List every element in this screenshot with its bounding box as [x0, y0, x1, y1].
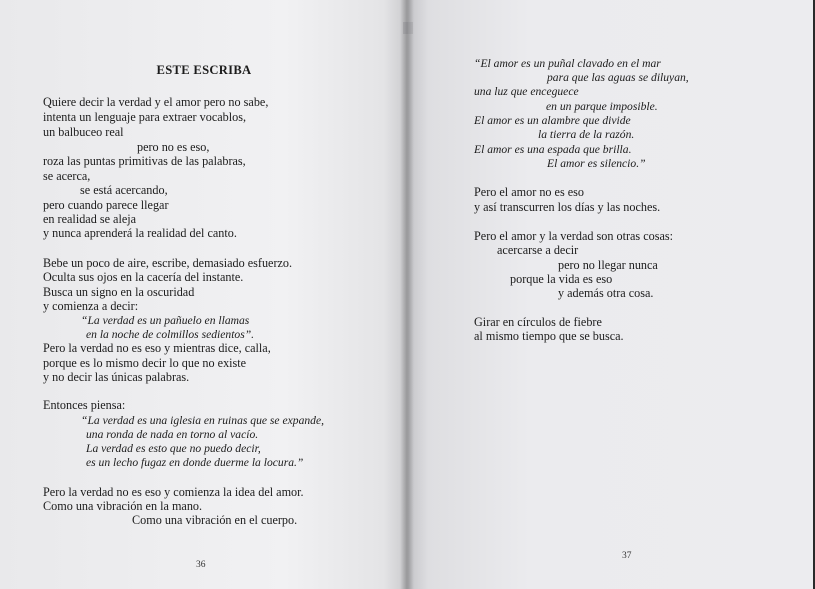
poem-line-italic: para que las aguas se diluyan,: [547, 71, 689, 84]
poem-line: Girar en círculos de fiebre: [474, 315, 602, 329]
poem-line-italic: es un lecho fugaz en donde duerme la locura.”: [86, 456, 304, 469]
right-page: [408, 0, 813, 589]
poem-line: Bebe un poco de aire, escribe, demasiado esfuerzo.: [43, 256, 293, 270]
poem-line: y comienza a decir:: [43, 299, 139, 313]
book-gutter-shadow: [400, 0, 414, 589]
poem-line-italic: una ronda de nada en torno al vacío.: [86, 428, 259, 441]
poem-line: y así transcurren los días y las noches.: [474, 200, 661, 214]
poem-line-italic: “La verdad es una iglesia en ruinas que se expande,: [81, 414, 325, 427]
poem-line: Pero la verdad no es eso y comienza la idea del amor.: [43, 485, 304, 499]
poem-line: Oculta sus ojos en la cacería del instante.: [43, 270, 244, 284]
poem-line: acercarse a decir: [497, 243, 579, 257]
page-number-right: 37: [622, 551, 632, 561]
poem-line-italic: la tierra de la razón.: [538, 128, 635, 141]
poem-line-italic: una luz que enceguece: [474, 85, 579, 98]
poem-line: roza las puntas primitivas de las palabras,: [43, 154, 246, 168]
poem-line: Busca un signo en la oscuridad: [43, 285, 195, 299]
poem-line: Pero el amor no es eso: [474, 185, 584, 199]
poem-line-italic: El amor es una espada que brilla.: [474, 143, 632, 156]
poem-line-italic: La verdad es esto que no puedo decir,: [86, 442, 261, 455]
poem-line: y además otra cosa.: [558, 286, 654, 300]
poem-line: un balbuceo real: [43, 125, 124, 139]
poem-line-italic: “El amor es un puñal clavado en el mar: [474, 57, 661, 70]
poem-line: porque es lo mismo decir lo que no existe: [43, 356, 247, 370]
poem-title: ESTE ESCRIBA: [156, 63, 252, 77]
poem-line: se acerca,: [43, 169, 91, 183]
poem-line: Pero el amor y la verdad son otras cosas:: [474, 229, 674, 243]
poem-line: Entonces piensa:: [43, 398, 126, 412]
poem-line: en realidad se aleja: [43, 212, 137, 226]
poem-line-italic: El amor es un alambre que divide: [474, 114, 631, 127]
poem-line-italic: en un parque imposible.: [546, 100, 658, 113]
poem-line: se está acercando,: [80, 183, 168, 197]
poem-line: Quiere decir la verdad y el amor pero no sabe,: [43, 95, 269, 109]
poem-line: Como una vibración en la mano.: [43, 499, 203, 513]
poem-line: Pero la verdad no es eso y mientras dice, calla,: [43, 341, 271, 355]
poem-line: y nunca aprenderá la realidad del canto.: [43, 226, 237, 240]
poem-line: intenta un lenguaje para extraer vocablos,: [43, 110, 247, 124]
poem-line: y no decir las únicas palabras.: [43, 370, 190, 384]
poem-line: Como una vibración en el cuerpo.: [132, 513, 298, 527]
poem-line: pero cuando parece llegar: [43, 198, 169, 212]
page-number-left: 36: [196, 560, 206, 570]
poem-line: pero no es eso,: [137, 140, 210, 154]
poem-line: al mismo tiempo que se busca.: [474, 329, 624, 343]
poem-line: porque la vida es eso: [510, 272, 613, 286]
poem-line-italic: “La verdad es un pañuelo en llamas: [81, 314, 250, 327]
poem-line-italic: El amor es silencio.”: [547, 157, 646, 170]
poem-line-italic: en la noche de colmillos sedientos”.: [86, 328, 255, 341]
poem-line: pero no llegar nunca: [558, 258, 658, 272]
